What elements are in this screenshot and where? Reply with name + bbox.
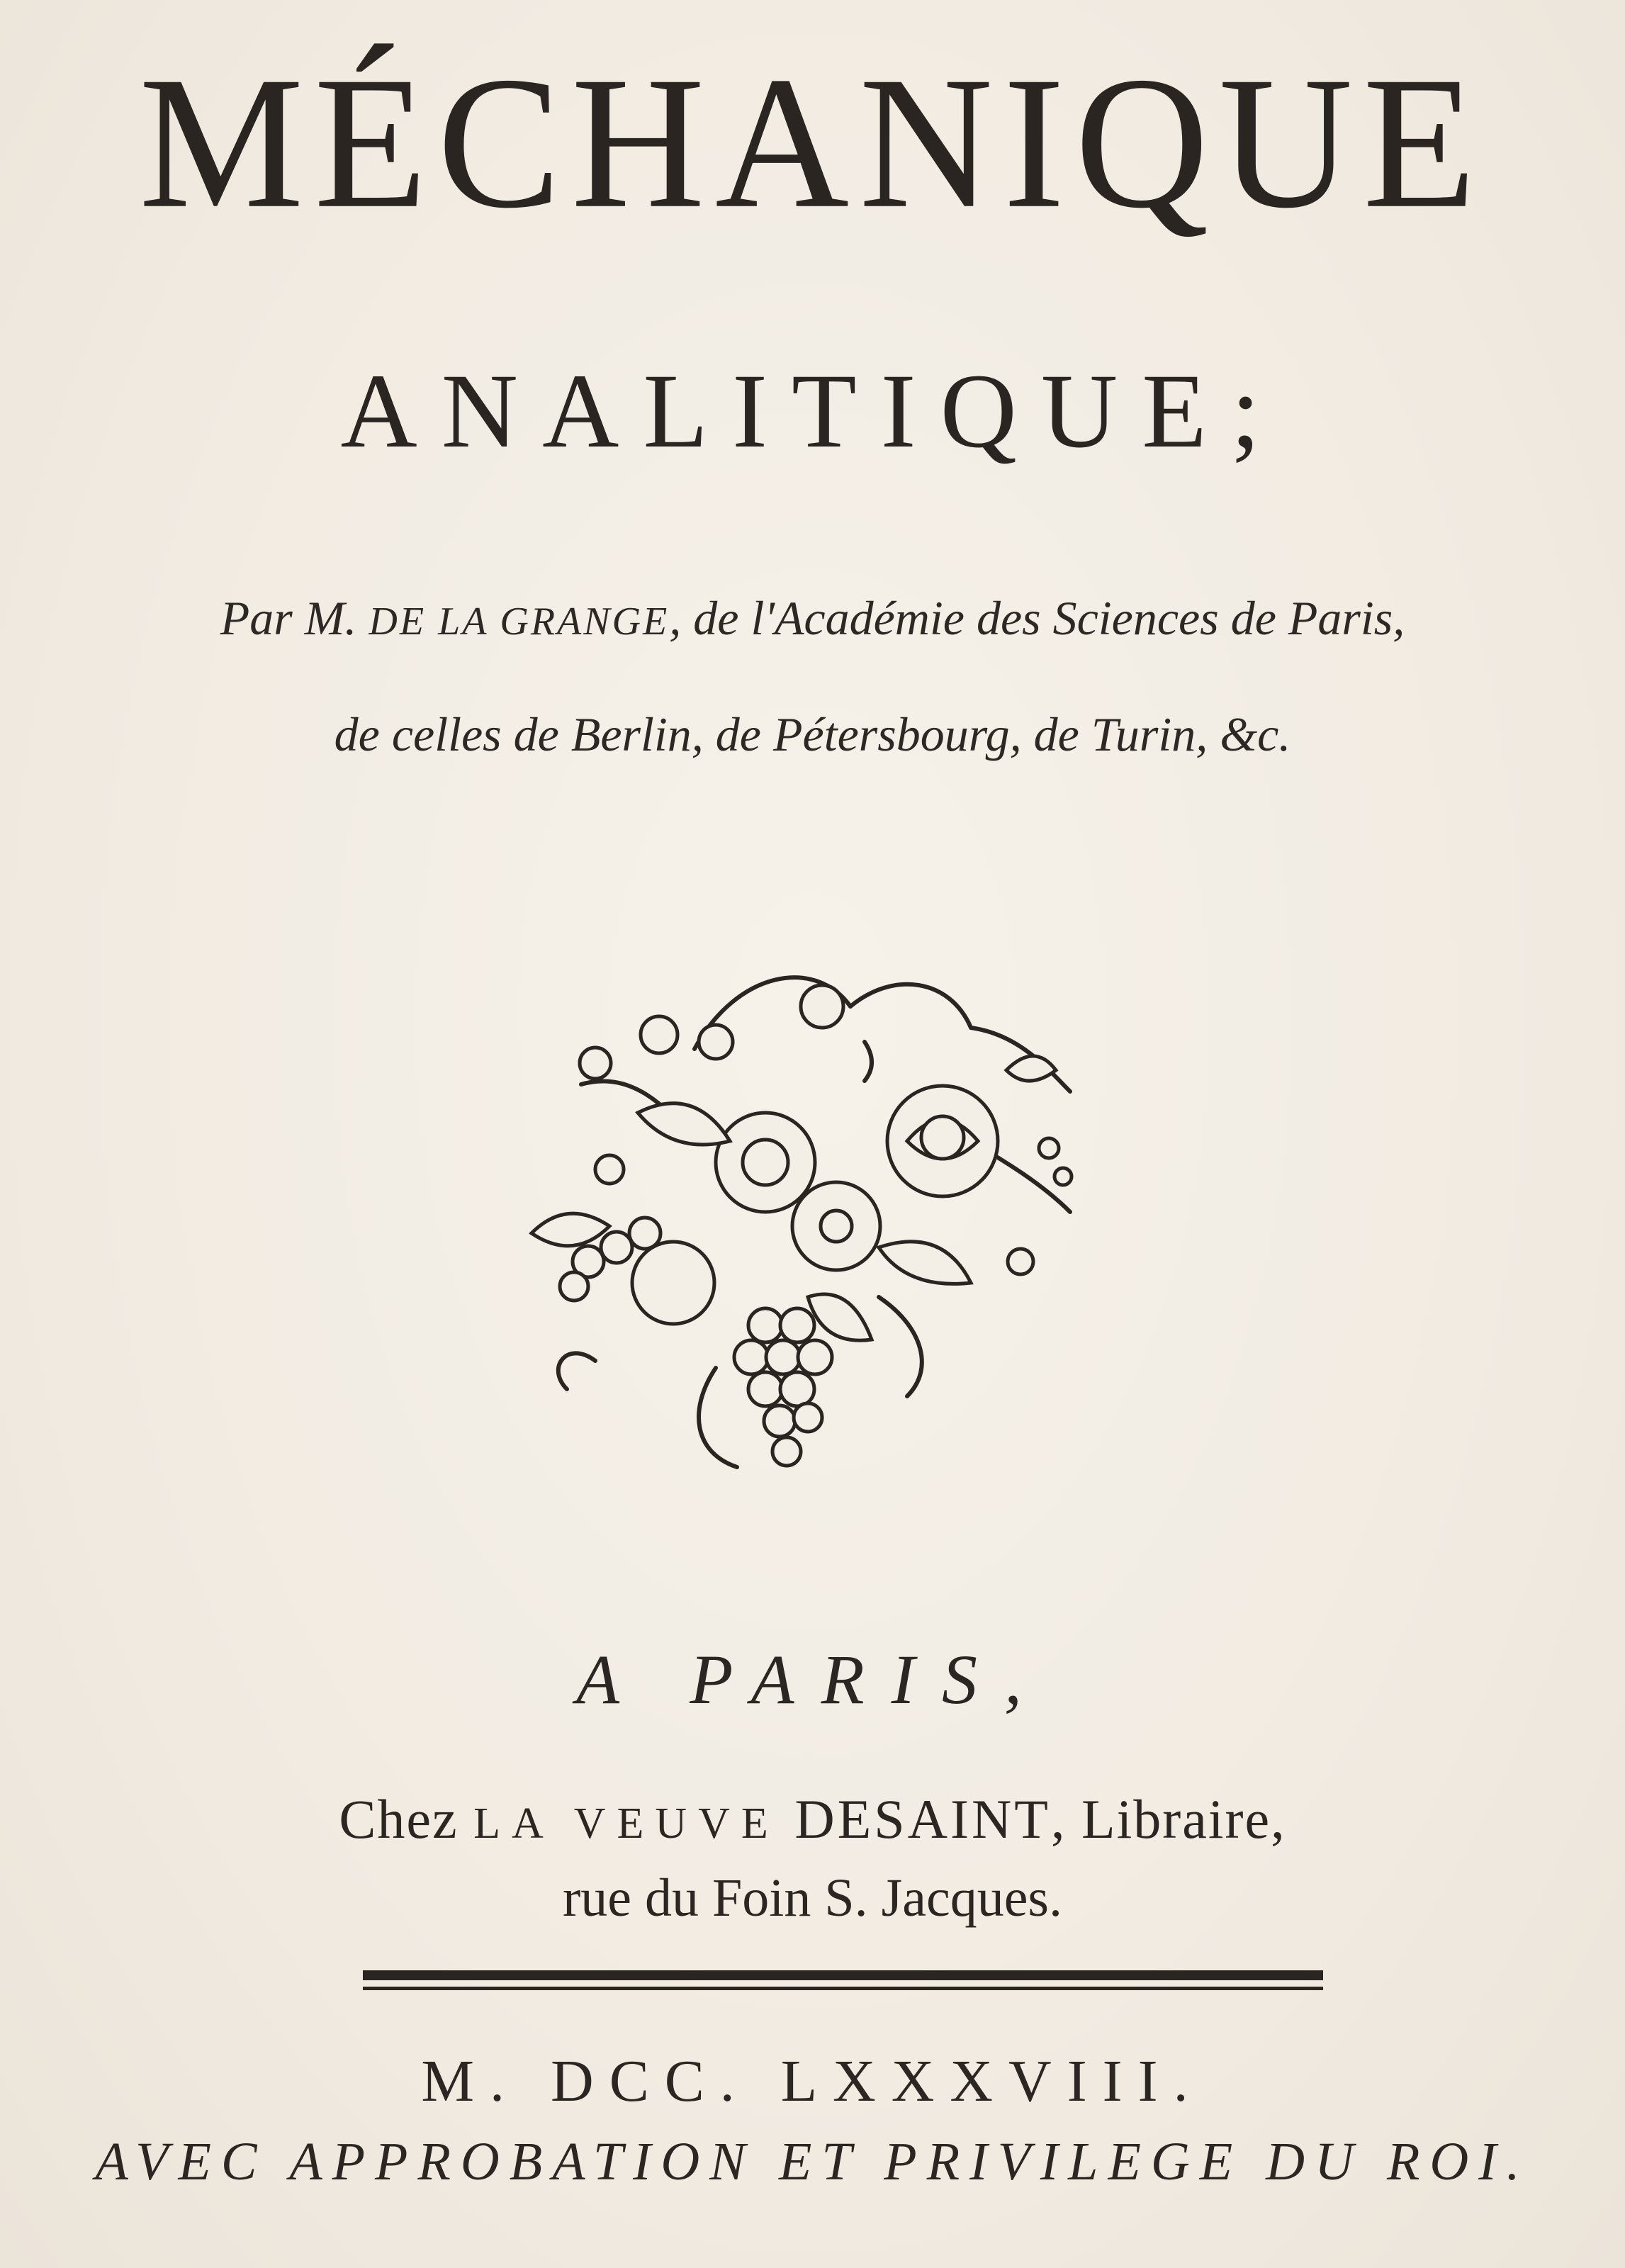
publisher-chez: Chez xyxy=(339,1788,459,1850)
royal-privilege: AVEC APPROBATION ET PRIVILEGE DU ROI. xyxy=(95,2132,1530,2191)
title-main: MÉCHANIQUE xyxy=(138,38,1487,247)
author-prefix: Par M. xyxy=(220,591,357,645)
publisher-name: DESAINT xyxy=(794,1788,1051,1850)
publication-date: M. DCC. LXXXVIII. xyxy=(421,2048,1204,2114)
author-line-1 xyxy=(0,591,1625,645)
floral-bouquet-with-grapes-icon xyxy=(482,928,1106,1495)
imprint-place: A PARIS, xyxy=(576,1640,1049,1719)
title-subtitle: ANALITIQUE; xyxy=(340,352,1285,470)
publisher-la-veuve: LA VEUVE xyxy=(473,1800,780,1848)
divider-rule-thin xyxy=(363,1987,1323,1990)
author-name: DE LA GRANGE xyxy=(369,600,670,644)
divider-rule xyxy=(363,1970,1323,1980)
publisher-role: , Libraire, xyxy=(1050,1788,1286,1850)
author-affiliation: , de l'Académie des Sciences de Paris, xyxy=(669,591,1405,645)
imprint-publisher xyxy=(0,1788,1625,1850)
imprint-address: rue du Foin S. Jacques. xyxy=(562,1868,1063,1928)
author-line-2: de celles de Berlin, de Pétersbourg, de Turin, &c. xyxy=(334,707,1291,761)
